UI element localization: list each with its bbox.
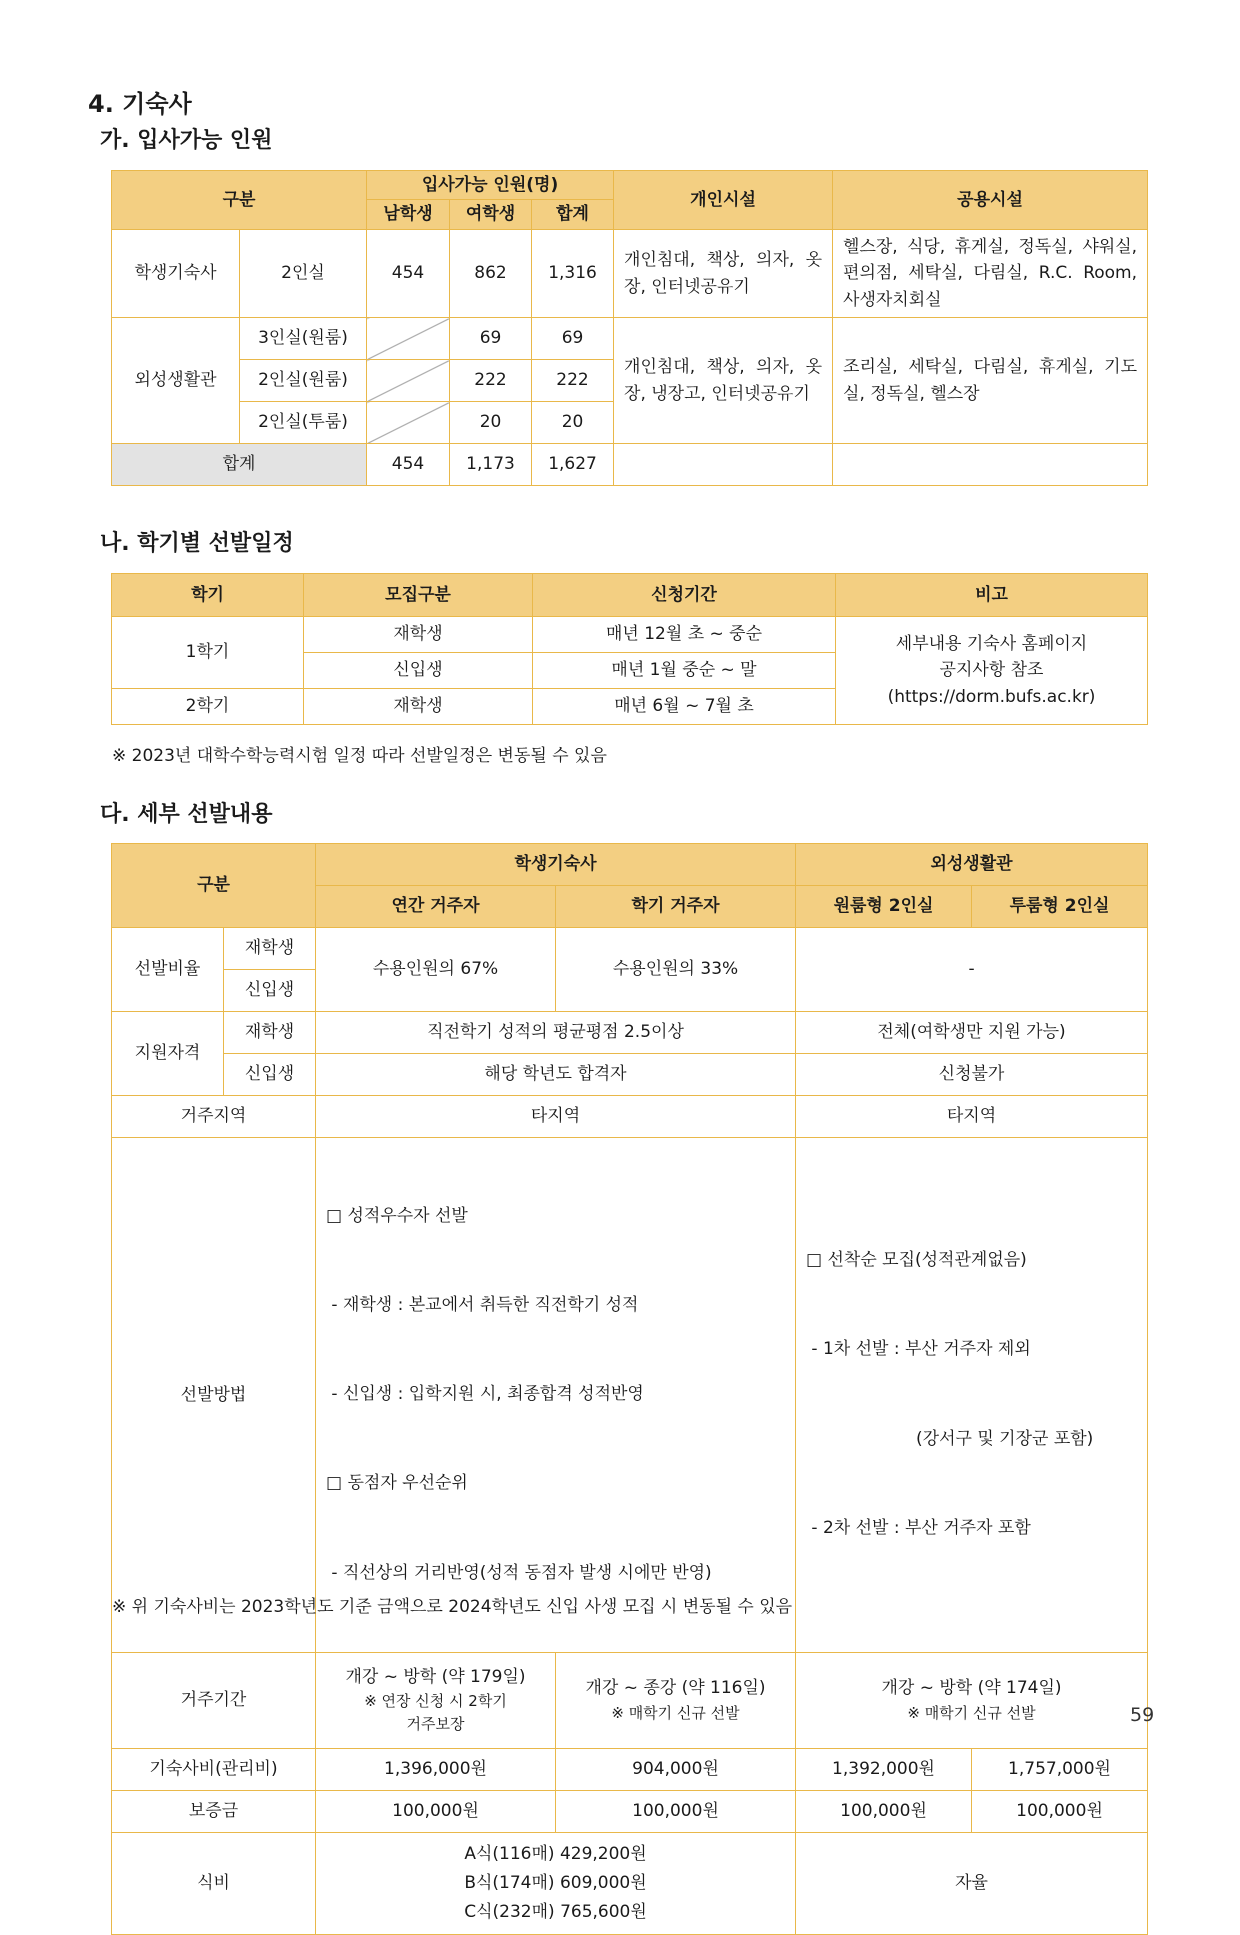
row-female: 20 <box>450 402 532 444</box>
fee-annual: 1,396,000원 <box>316 1748 556 1790</box>
region-student: 타지역 <box>316 1096 796 1138</box>
row-category: 재학생 <box>304 617 533 653</box>
meal-option: A식(116매) 429,200원 <box>464 1843 647 1864</box>
schedule-table <box>111 573 1148 725</box>
qualification-enrolled: 직전학기 성적의 평균평점 2.5이상 <box>316 1012 796 1054</box>
period-note: ※ 매학기 신규 선발 <box>611 1703 740 1722</box>
row-common-facilities: 헬스장, 식당, 휴게실, 정독실, 샤워실, 편의점, 세탁실, 다림실, R.C. Room, 사생자치회실 <box>833 230 1148 318</box>
region-outer: 타지역 <box>796 1096 1148 1138</box>
row-period: 매년 12월 초 ~ 중순 <box>533 617 836 653</box>
header-personal: 개인시설 <box>614 171 833 230</box>
region-label: 거주지역 <box>112 1096 316 1138</box>
row-room-type: 2인실(투룸) <box>240 402 367 444</box>
period-note: ※ 매학기 신규 선발 <box>907 1703 1036 1722</box>
header-male: 남학생 <box>367 200 450 230</box>
header-total: 합계 <box>532 200 614 230</box>
header-female: 여학생 <box>450 200 532 230</box>
qualification-freshman-outer: 신청불가 <box>796 1054 1148 1096</box>
meal-options <box>316 1832 796 1934</box>
fee-label: 기숙사비(관리비) <box>112 1748 316 1790</box>
sum-total: 1,627 <box>532 444 614 486</box>
freshman-label: 신입생 <box>224 1054 316 1096</box>
enrolled-label: 재학생 <box>224 1012 316 1054</box>
header-outer-dorm: 외성생활관 <box>796 844 1148 886</box>
row-total: 69 <box>532 318 614 360</box>
meal-option: C식(232매) 765,600원 <box>464 1901 647 1922</box>
header-annual: 연간 거주자 <box>316 886 556 928</box>
qualification-enrolled-outer: 전체(여학생만 지원 가능) <box>796 1012 1148 1054</box>
method-outer <box>796 1138 1148 1653</box>
header-gubun: 구분 <box>112 171 367 230</box>
ratio-annual: 수용인원의 67% <box>316 928 556 1012</box>
row-room-type: 2인실(원룸) <box>240 360 367 402</box>
method-line: - 재학생 : 본교에서 취득한 직전학기 성적 <box>326 1294 639 1315</box>
method-line: (강서구 및 기장군 포함) <box>916 1428 1094 1449</box>
row-room-type: 2인실 <box>240 230 367 318</box>
header-common: 공용시설 <box>833 171 1148 230</box>
section-title: 4. 기숙사 <box>88 90 192 118</box>
header-category: 모집구분 <box>304 574 533 617</box>
header-semester: 학기 <box>112 574 304 617</box>
header-oneroom: 원룸형 2인실 <box>796 886 972 928</box>
deposit-annual: 100,000원 <box>316 1790 556 1832</box>
method-line: - 직선상의 거리반영(성적 동점자 발생 시에만 반영) <box>326 1562 712 1583</box>
freshman-label: 신입생 <box>224 970 316 1012</box>
row-common-facilities: 조리실, 세탁실, 다림실, 휴게실, 기도실, 정독실, 헬스장 <box>833 318 1148 444</box>
empty-diagonal-cell <box>367 360 450 402</box>
period-semester <box>556 1652 796 1748</box>
row-male: 454 <box>367 230 450 318</box>
header-semester: 학기 거주자 <box>556 886 796 928</box>
row-female: 69 <box>450 318 532 360</box>
empty-diagonal-cell <box>367 318 450 360</box>
subsection-a-title: 가. 입사가능 인원 <box>100 128 273 153</box>
row-category: 신입생 <box>304 653 533 689</box>
subsection-c-title: 다. 세부 선발내용 <box>100 802 273 827</box>
method-label: 선발방법 <box>112 1138 316 1653</box>
deposit-tworoom: 100,000원 <box>972 1790 1148 1832</box>
header-remark: 비고 <box>836 574 1148 617</box>
sum-female: 1,173 <box>450 444 532 486</box>
fee-semester: 904,000원 <box>556 1748 796 1790</box>
row-period: 매년 6월 ~ 7월 초 <box>533 689 836 725</box>
deposit-semester: 100,000원 <box>556 1790 796 1832</box>
row-total: 222 <box>532 360 614 402</box>
ratio-label: 선발비율 <box>112 928 224 1012</box>
fee-oneroom: 1,392,000원 <box>796 1748 972 1790</box>
method-line: - 2차 선발 : 부산 거주자 포함 <box>806 1517 1031 1538</box>
row-room-type: 3인실(원룸) <box>240 318 367 360</box>
period-text: 개강 ~ 방학 (약 179일) <box>345 1666 526 1687</box>
period-annual <box>316 1652 556 1748</box>
period-text: 개강 ~ 종강 (약 116일) <box>585 1678 766 1699</box>
header-gubun: 구분 <box>112 844 316 928</box>
meal-outer: 자율 <box>796 1832 1148 1934</box>
capacity-table <box>111 170 1148 486</box>
meal-option: B식(174매) 609,000원 <box>464 1872 647 1893</box>
row-total: 1,316 <box>532 230 614 318</box>
fee-tworoom: 1,757,000원 <box>972 1748 1148 1790</box>
selection-detail-table <box>111 843 1148 1935</box>
row-female: 862 <box>450 230 532 318</box>
method-line: - 1차 선발 : 부산 거주자 제외 <box>806 1339 1031 1360</box>
row-total: 20 <box>532 402 614 444</box>
method-line: □ 동점자 우선순위 <box>326 1473 468 1494</box>
method-student <box>316 1138 796 1653</box>
remark-url: (https://dorm.bufs.ac.kr) <box>887 686 1096 707</box>
method-line: □ 선착순 모집(성적관계없음) <box>806 1250 1027 1271</box>
period-text: 개강 ~ 방학 (약 174일) <box>881 1678 1062 1699</box>
schedule-note: ※ 2023년 대학수학능력시험 일정 따라 선발일정은 변동될 수 있음 <box>112 746 607 766</box>
qualification-label: 지원자격 <box>112 1012 224 1096</box>
row-category: 재학생 <box>304 689 533 725</box>
period-note: 거주보장 <box>406 1715 465 1734</box>
sum-male: 454 <box>367 444 450 486</box>
header-period: 신청기간 <box>533 574 836 617</box>
row-personal-facilities: 개인침대, 책상, 의자, 옷장, 인터넷공유기 <box>614 230 833 318</box>
remark-cell <box>836 617 1148 725</box>
page-number: 59 <box>1130 1704 1155 1726</box>
meal-label: 식비 <box>112 1832 316 1934</box>
remark-line: 공지사항 참조 <box>939 660 1044 681</box>
semester-2: 2학기 <box>112 689 304 725</box>
period-label: 거주기간 <box>112 1652 316 1748</box>
sum-empty <box>833 444 1148 486</box>
empty-diagonal-cell <box>367 402 450 444</box>
period-outer <box>796 1652 1148 1748</box>
fee-note: ※ 위 기숙사비는 2023학년도 기준 금액으로 2024학년도 신입 사생 모집 시 변동될 수 있음 <box>112 1597 793 1617</box>
row-female: 222 <box>450 360 532 402</box>
row-building: 외성생활관 <box>112 318 240 444</box>
method-line: - 신입생 : 입학지원 시, 최종합격 성적반영 <box>326 1384 644 1404</box>
header-capacity: 입사가능 인원(명) <box>367 171 614 200</box>
row-building: 학생기숙사 <box>112 230 240 318</box>
semester-1: 1학기 <box>112 617 304 689</box>
enrolled-label: 재학생 <box>224 928 316 970</box>
row-period: 매년 1월 중순 ~ 말 <box>533 653 836 689</box>
sum-empty <box>614 444 833 486</box>
ratio-outer: - <box>796 928 1148 1012</box>
remark-line: 세부내용 기숙사 홈페이지 <box>895 633 1088 654</box>
method-line: □ 성적우수자 선발 <box>326 1205 468 1226</box>
subsection-b-title: 나. 학기별 선발일정 <box>100 531 294 556</box>
qualification-freshman: 해당 학년도 합격자 <box>316 1054 796 1096</box>
row-personal-facilities: 개인침대, 책상, 의자, 옷장, 냉장고, 인터넷공유기 <box>614 318 833 444</box>
deposit-oneroom: 100,000원 <box>796 1790 972 1832</box>
deposit-label: 보증금 <box>112 1790 316 1832</box>
ratio-semester: 수용인원의 33% <box>556 928 796 1012</box>
period-note: ※ 연장 신청 시 2학기 <box>364 1692 507 1711</box>
header-student-dorm: 학생기숙사 <box>316 844 796 886</box>
header-tworoom: 투룸형 2인실 <box>972 886 1148 928</box>
sum-label: 합계 <box>112 444 367 486</box>
